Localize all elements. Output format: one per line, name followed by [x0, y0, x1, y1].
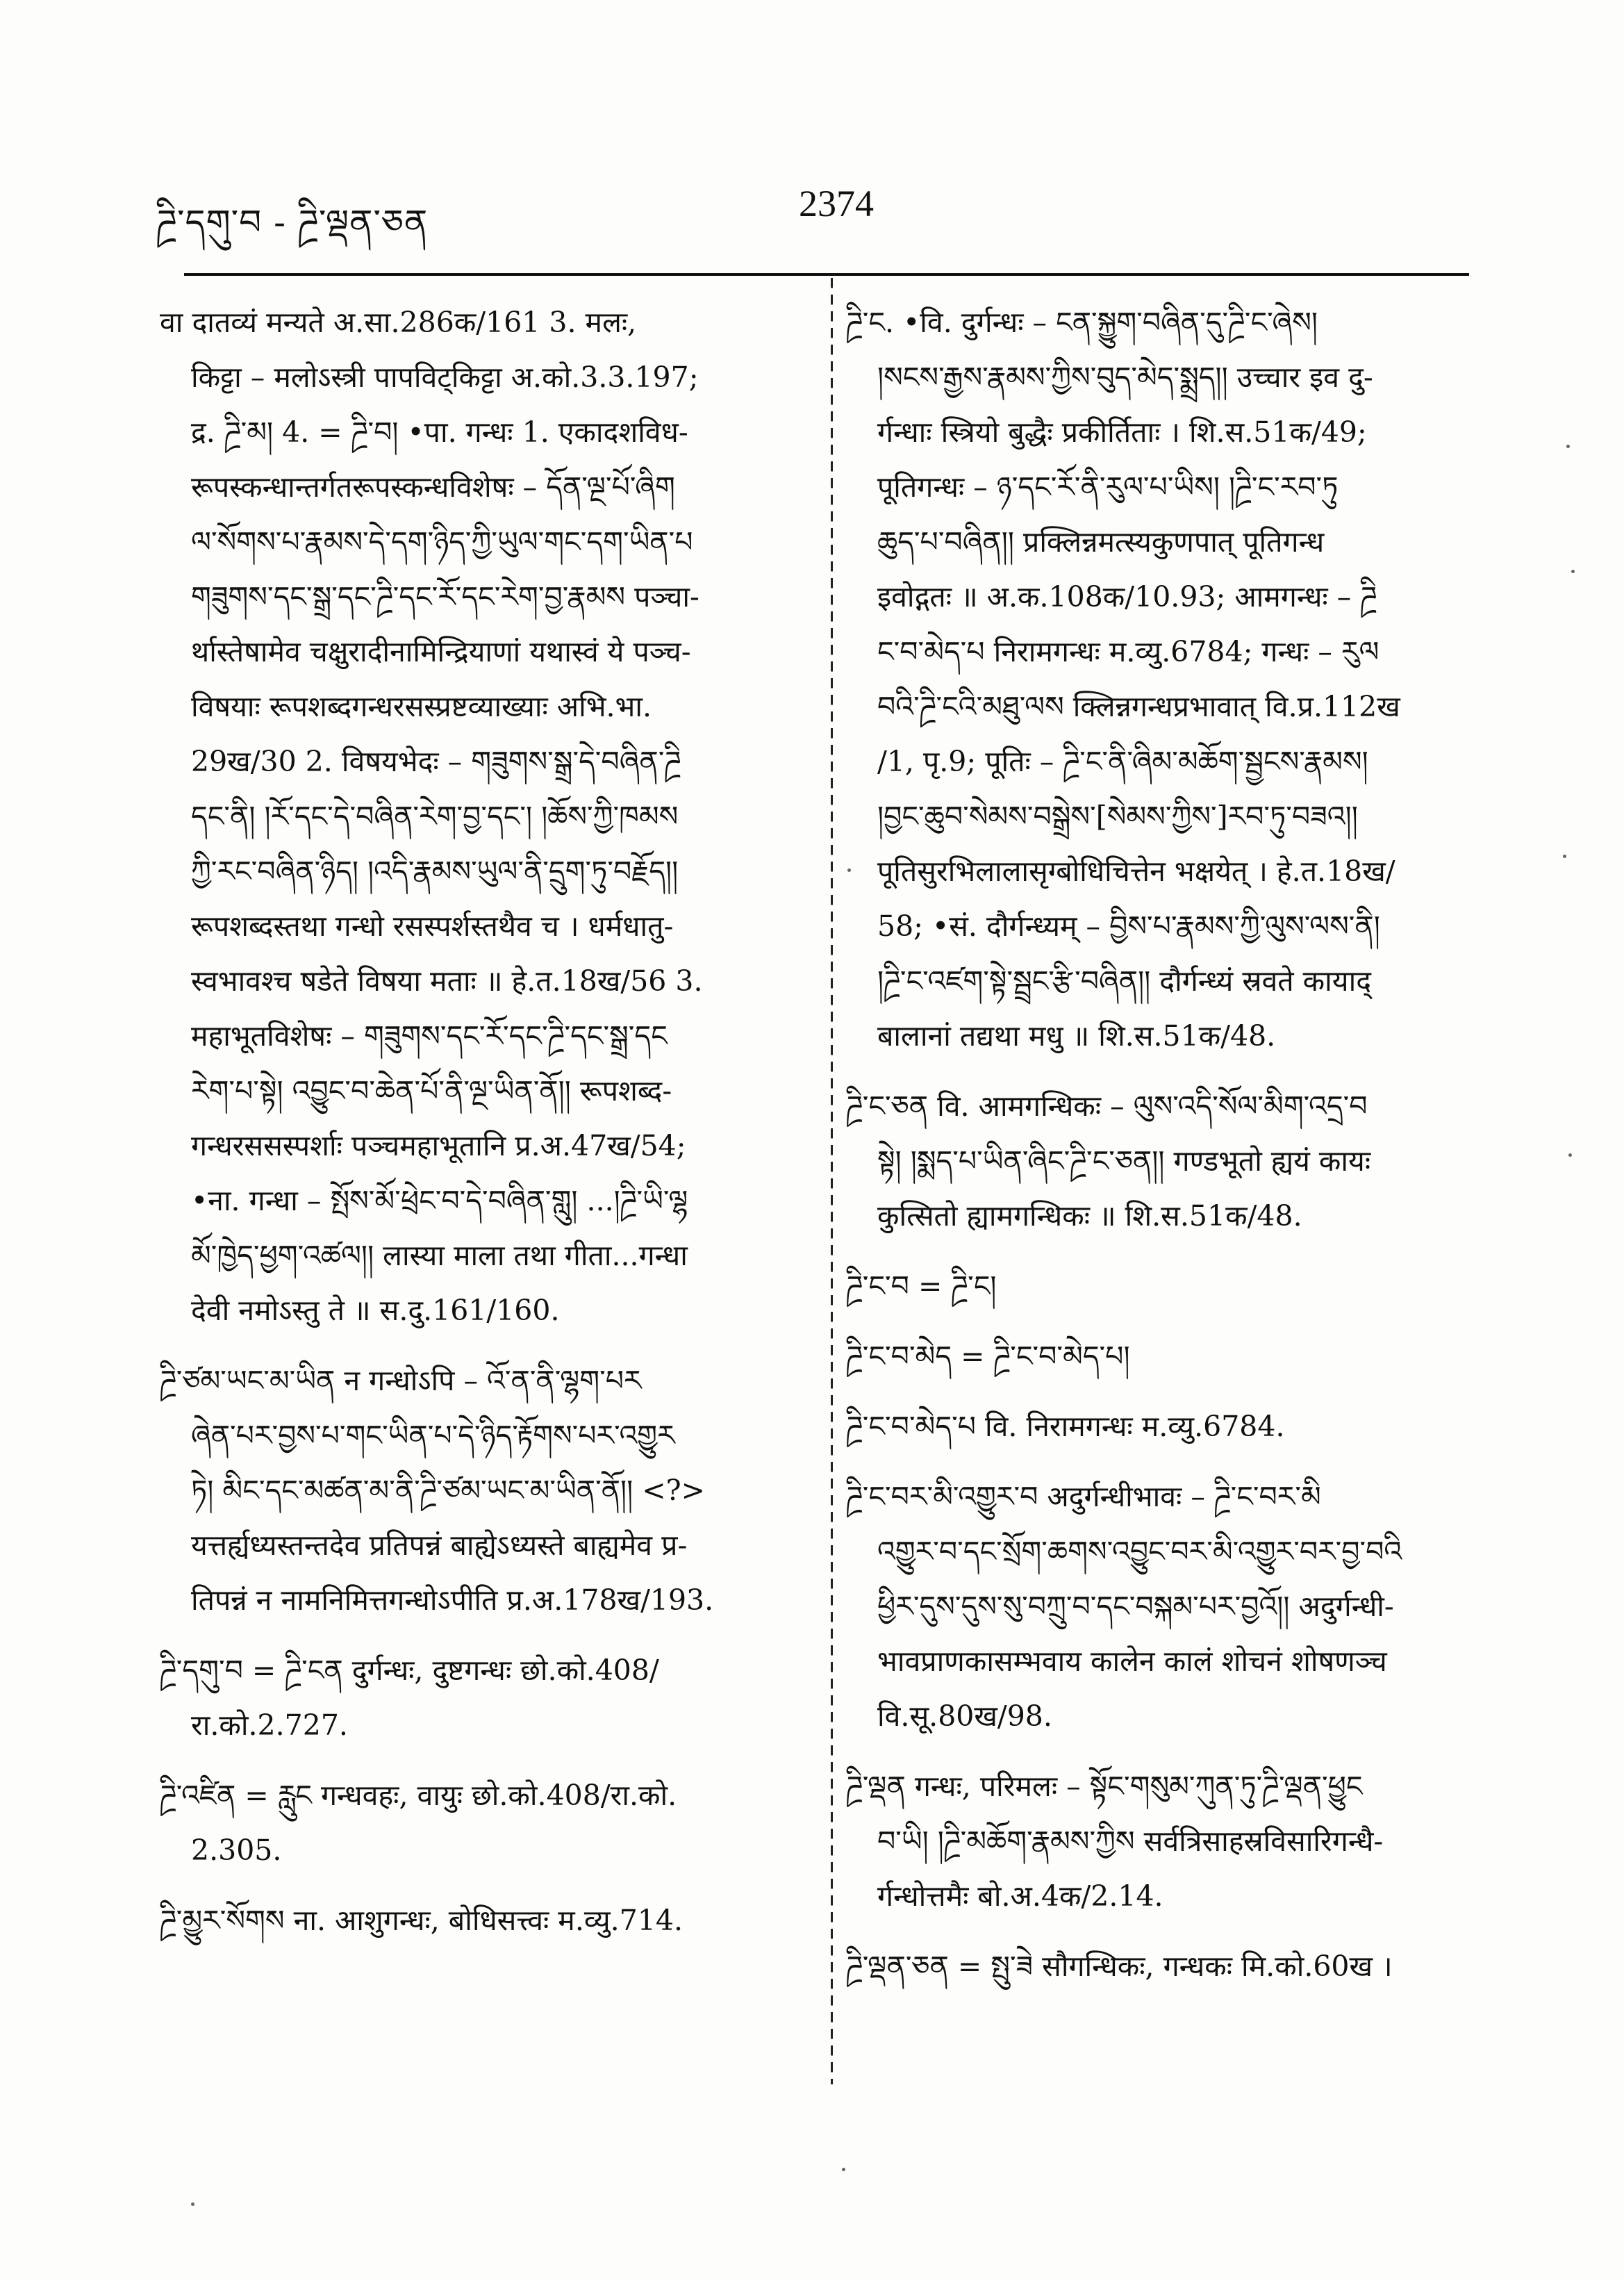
header-rule: [184, 273, 1469, 276]
entry-line: भावप्राणकासम्भवाय कालेन कालं शोचनं शोषणञ्च: [877, 1645, 1387, 1678]
left-column: [160, 295, 806, 1963]
entry-line: र्गन्धोत्तमैः बो.अ.4क/2.14.: [877, 1879, 1163, 1913]
entry-line: इवोद्गतः ॥ अ.क.108क/10.93; आमगन्धः – ཌྲི: [877, 580, 1377, 614]
entry-line: ཌྲི་ཙམ་ཡང་མ་ཡིན न गन्धोऽपि – འོ་ན་ནི་ལྷག་པར: [160, 1364, 642, 1397]
entry-line: वा दातव्यं मन्यते अ.सा.286क/161 3. मलः,: [160, 306, 637, 339]
entry-line: ཌྲི་ང. •वि. दुर्गन्धः – ངན་སྐྱུག་བཞིན་དུ་ཌྲི་ང་ཞེས།: [846, 306, 1318, 339]
entry-line: 2.305.: [191, 1834, 282, 1867]
entry-line: སྟེ། །སྨད་པ་ཡིན་ཞིང་ཌྲི་ང་ཅན།། गण्डभूतो ह्ययं कायः: [877, 1144, 1371, 1178]
left-column-entry: [160, 295, 806, 1338]
entry-line: ཌྲི་ང་བ = ཌྲི་ང།: [846, 1269, 997, 1303]
entry-line: ཌྲི་ང་བ་མེད་པ वि. निरामगन्धः म.व्यु.6784.: [846, 1410, 1285, 1443]
entry-line: रा.को.2.727.: [191, 1708, 348, 1742]
right-column-entry: [846, 1259, 1471, 1314]
entry-line: ཌྲི་ལྡན गन्धः, परिमलः – སྟོང་གསུམ་ཀུན་ཏུ་ཌྲི་ལྡན་ཕྱུང: [846, 1770, 1363, 1803]
entry-line: ཆུད་པ་བཞིན།། प्रक्लिन्नमत्स्यकुणपात् पूतिगन्ध: [877, 525, 1325, 559]
entry-line: वि.सू.80ख/98.: [877, 1699, 1052, 1733]
entry-line: द्र. ཌྲི་མ། 4. = ཌྲི་བ། •पा. गन्धः 1. एकादशविध-: [191, 415, 688, 449]
right-column-entry: [846, 1759, 1471, 1924]
entry-line: देवी नमोऽस्तु ते ॥ स.दु.161/160.: [191, 1294, 560, 1327]
entry-line: ཌྲི་མྱུར་སོགས ना. आशुगन्धः, बोधिसत्त्वः म.व्यु.714.: [160, 1904, 683, 1937]
right-column-entry: [846, 1399, 1471, 1454]
entry-line: ཌྲི་འཛིན = རླུང गन्धवहः, वायुः छो.को.408/रा.को.: [160, 1779, 677, 1812]
left-column-entry: [160, 1893, 806, 1948]
entry-line: कुत्सितो ह्यामगन्धिकः ॥ शि.स.51क/48.: [877, 1199, 1302, 1233]
right-column-entry: [846, 1939, 1471, 1994]
entry-line: ཀྱི་རང་བཞིན་ཉིད། །འདི་རྣམས་ཡུལ་ནི་དྲུག་ཏུ་བརྗོད།།: [191, 855, 679, 888]
entry-line: ཌྲི་དགུ་བ = ཌྲི་ངན दुर्गन्धः, दुष्टगन्धः छो.को.408/: [160, 1654, 659, 1687]
entry-line: पूतिगन्धः – ཉ་དང་རོ་ནི་རུལ་པ་ཡིས། །ཌྲི་ང་རབ་ཏུ: [877, 470, 1339, 504]
entry-line: 29ख/30 2. विषयभेदः – གཟུགས་སྒྲ་དེ་བཞིན་ཌྲི: [191, 745, 681, 778]
entry-line: ཞེན་པར་བྱས་པ་གང་ཡིན་པ་དེ་ཉིད་རྟོགས་པར་འགྱུར: [191, 1419, 675, 1452]
entry-line: ཌྲི་ལྡན་ཅན = སྤུ་ཟེ सौगन्धिकः, गन्धकः मि.को.60ख ।: [846, 1950, 1393, 1983]
entry-line: དང་ནི། །རོ་དང་དེ་བཞིན་རེག་བྱ་དང་། །ཆོས་ཀྱི་ཁམས: [191, 800, 679, 833]
page-number: 2374: [799, 183, 874, 224]
entry-line: 58; •सं. दौर्गन्ध्यम् – བྱིས་པ་རྣམས་ཀྱི་ལུས་ལས་ནི།: [877, 909, 1380, 943]
entry-line: །བྱང་ཆུབ་སེམས་བསྒྲེས་[སེམས་ཀྱིས་]རབ་ཏུ་བཟའ།།: [877, 800, 1358, 833]
left-column-entry: [160, 1768, 806, 1878]
entry-line: किट्टा – मलोऽस्त्री पापविट्किट्टा अ.को.3.3.197;: [191, 361, 699, 394]
entry-line: །ཌྲི་ང་འཛག་སྟེ་སྦྲང་རྩི་བཞིན།། दौर्गन्ध्यं स्रवते कायाद्: [877, 964, 1371, 998]
running-head: ཌྲི་དགུ་བ - ཌྲི་ལྡན་ཅན: [156, 202, 429, 242]
entry-line: गन्धरससस्पर्शाः पञ्चमहाभूतानि प्र.अ.47ख/54;: [191, 1129, 686, 1162]
entry-line: पूतिसुरभिलालासृग्बोधिचित्तेन भक्षयेत् । हे.त.18ख/: [877, 855, 1395, 888]
entry-line: ང་བ་མེད་པ निरामगन्धः म.व्यु.6784; गन्धः – རུལ: [877, 635, 1379, 668]
entry-line: महाभूतविशेषः – གཟུགས་དང་རོ་དང་ཌྲི་དང་སྒྲ་དང: [191, 1019, 668, 1053]
entry-line: ཏེ། མིང་དང་མཚན་མ་ནི་ཌྲི་ཙམ་ཡང་མ་ཡིན་ནོ།། <?>: [191, 1474, 705, 1507]
entry-line: रूपस्कन्धान्तर्गतरूपस्कन्धविशेषः – དོན་ལྔ་པོ་ཞིག: [191, 470, 675, 504]
entry-line: བ་ཡི། །ཌྲི་མཆོག་རྣམས་ཀྱིས सर्वत्रिसाहस्रविसारिगन्धै-: [877, 1825, 1384, 1858]
right-column-entry: [846, 1329, 1471, 1384]
entry-line: མོ་ཁྱེད་ཕྱག་འཚལ།། लास्या माला तथा गीता...गन्धा: [191, 1239, 688, 1272]
entry-line: འགྱུར་བ་དང་སྲོག་ཆགས་འབྱུང་བར་མི་འགྱུར་བར་བྱ་བའི: [877, 1535, 1402, 1568]
entry-line: बालानां तद्यथा मधु ॥ शि.स.51क/48.: [877, 1019, 1276, 1053]
entry-line: །སངས་རྒྱས་རྣམས་ཀྱིས་བུད་མེད་སྨྲད།། उच्चार इव दु-: [877, 361, 1373, 394]
entry-line: यत्तर्ह्यध्यस्तन्तदेव प्रतिपन्नं बाह्येऽध्यस्ते बाह्यमेव प्र-: [191, 1529, 688, 1562]
entry-line: तिपन्नं न नामनिमित्तगन्धोऽपीति प्र.अ.178ख/193.: [191, 1583, 714, 1617]
column-divider: [831, 278, 833, 2084]
entry-line: ལ་སོགས་པ་རྣམས་དེ་དག་ཉིད་ཀྱི་ཡུལ་གང་དག་ཡིན་པ: [191, 525, 693, 559]
right-column-entry: [846, 295, 1471, 1064]
entry-line: རེག་པ་སྟེ། འབྱུང་བ་ཆེན་པོ་ནི་ལྔ་ཡིན་ནོ།། रूपशब्द-: [191, 1074, 672, 1107]
entry-line: ཕྱིར་དུས་དུས་སུ་བཀྲུ་བ་དང་བསྐམ་པར་བྱའོ།། अदुर्गन्धी-: [877, 1590, 1394, 1623]
entry-line: •ना. गन्धा – སྤོས་མོ་ཕྲེང་བ་དེ་བཞིན་གླུ། ...།ཌྲི་ཡི་ལྷ: [191, 1184, 688, 1217]
entry-line: विषयाः रूपशब्दगन्धरसस्प्रष्टव्याख्याः अभि.भा.: [191, 690, 652, 723]
entry-line: བའི་ཌྲི་ངའི་མཐུ་ལས क्लिन्नगन्धप्रभावात् वि.प्र.112ख: [877, 690, 1400, 723]
entry-line: र्गन्धाः स्त्रियो बुद्धैः प्रकीर्तिताः । शि.स.51क/49;: [877, 415, 1367, 449]
entry-line: /1, पृ.9; पूतिः – ཌྲི་ང་ནི་ཞིམ་མཆོག་སྦྱངས་རྣམས།: [877, 745, 1368, 778]
right-column: [846, 295, 1471, 2009]
right-column-entry: [846, 1469, 1471, 1744]
entry-line: ཌྲི་ང་བར་མི་འགྱུར་བ अदुर्गन्धीभावः – ཌྲི་ང་བར་མི: [846, 1480, 1321, 1513]
left-column-entry: [160, 1353, 806, 1628]
entry-line: གཟུགས་དང་སྒྲ་དང་ཌྲི་དང་རོ་དང་རེག་བྱ་རྣམས पञ्चा-: [191, 580, 699, 614]
right-column-entry: [846, 1079, 1471, 1244]
entry-line: ཌྲི་ང་བ་མེད = ཌྲི་ང་བ་མེད་པ།: [846, 1340, 1130, 1373]
entry-line: र्थास्तेषामेव चक्षुरादीनामिन्द्रियाणां यथास्वं ये पञ्च-: [191, 635, 691, 668]
left-column-entry: [160, 1643, 806, 1753]
entry-line: ཌྲི་ང་ཅན वि. आमगन्धिकः – ལུས་འདི་སོལ་མིག་འདྲ་བ: [846, 1089, 1368, 1123]
entry-line: रूपशब्दस्तथा गन्धो रसस्पर्शस्तथैव च । धर्मधातु-: [191, 909, 674, 943]
entry-line: स्वभावश्च षडेते विषया मताः ॥ हे.त.18ख/56 3.: [191, 964, 703, 998]
